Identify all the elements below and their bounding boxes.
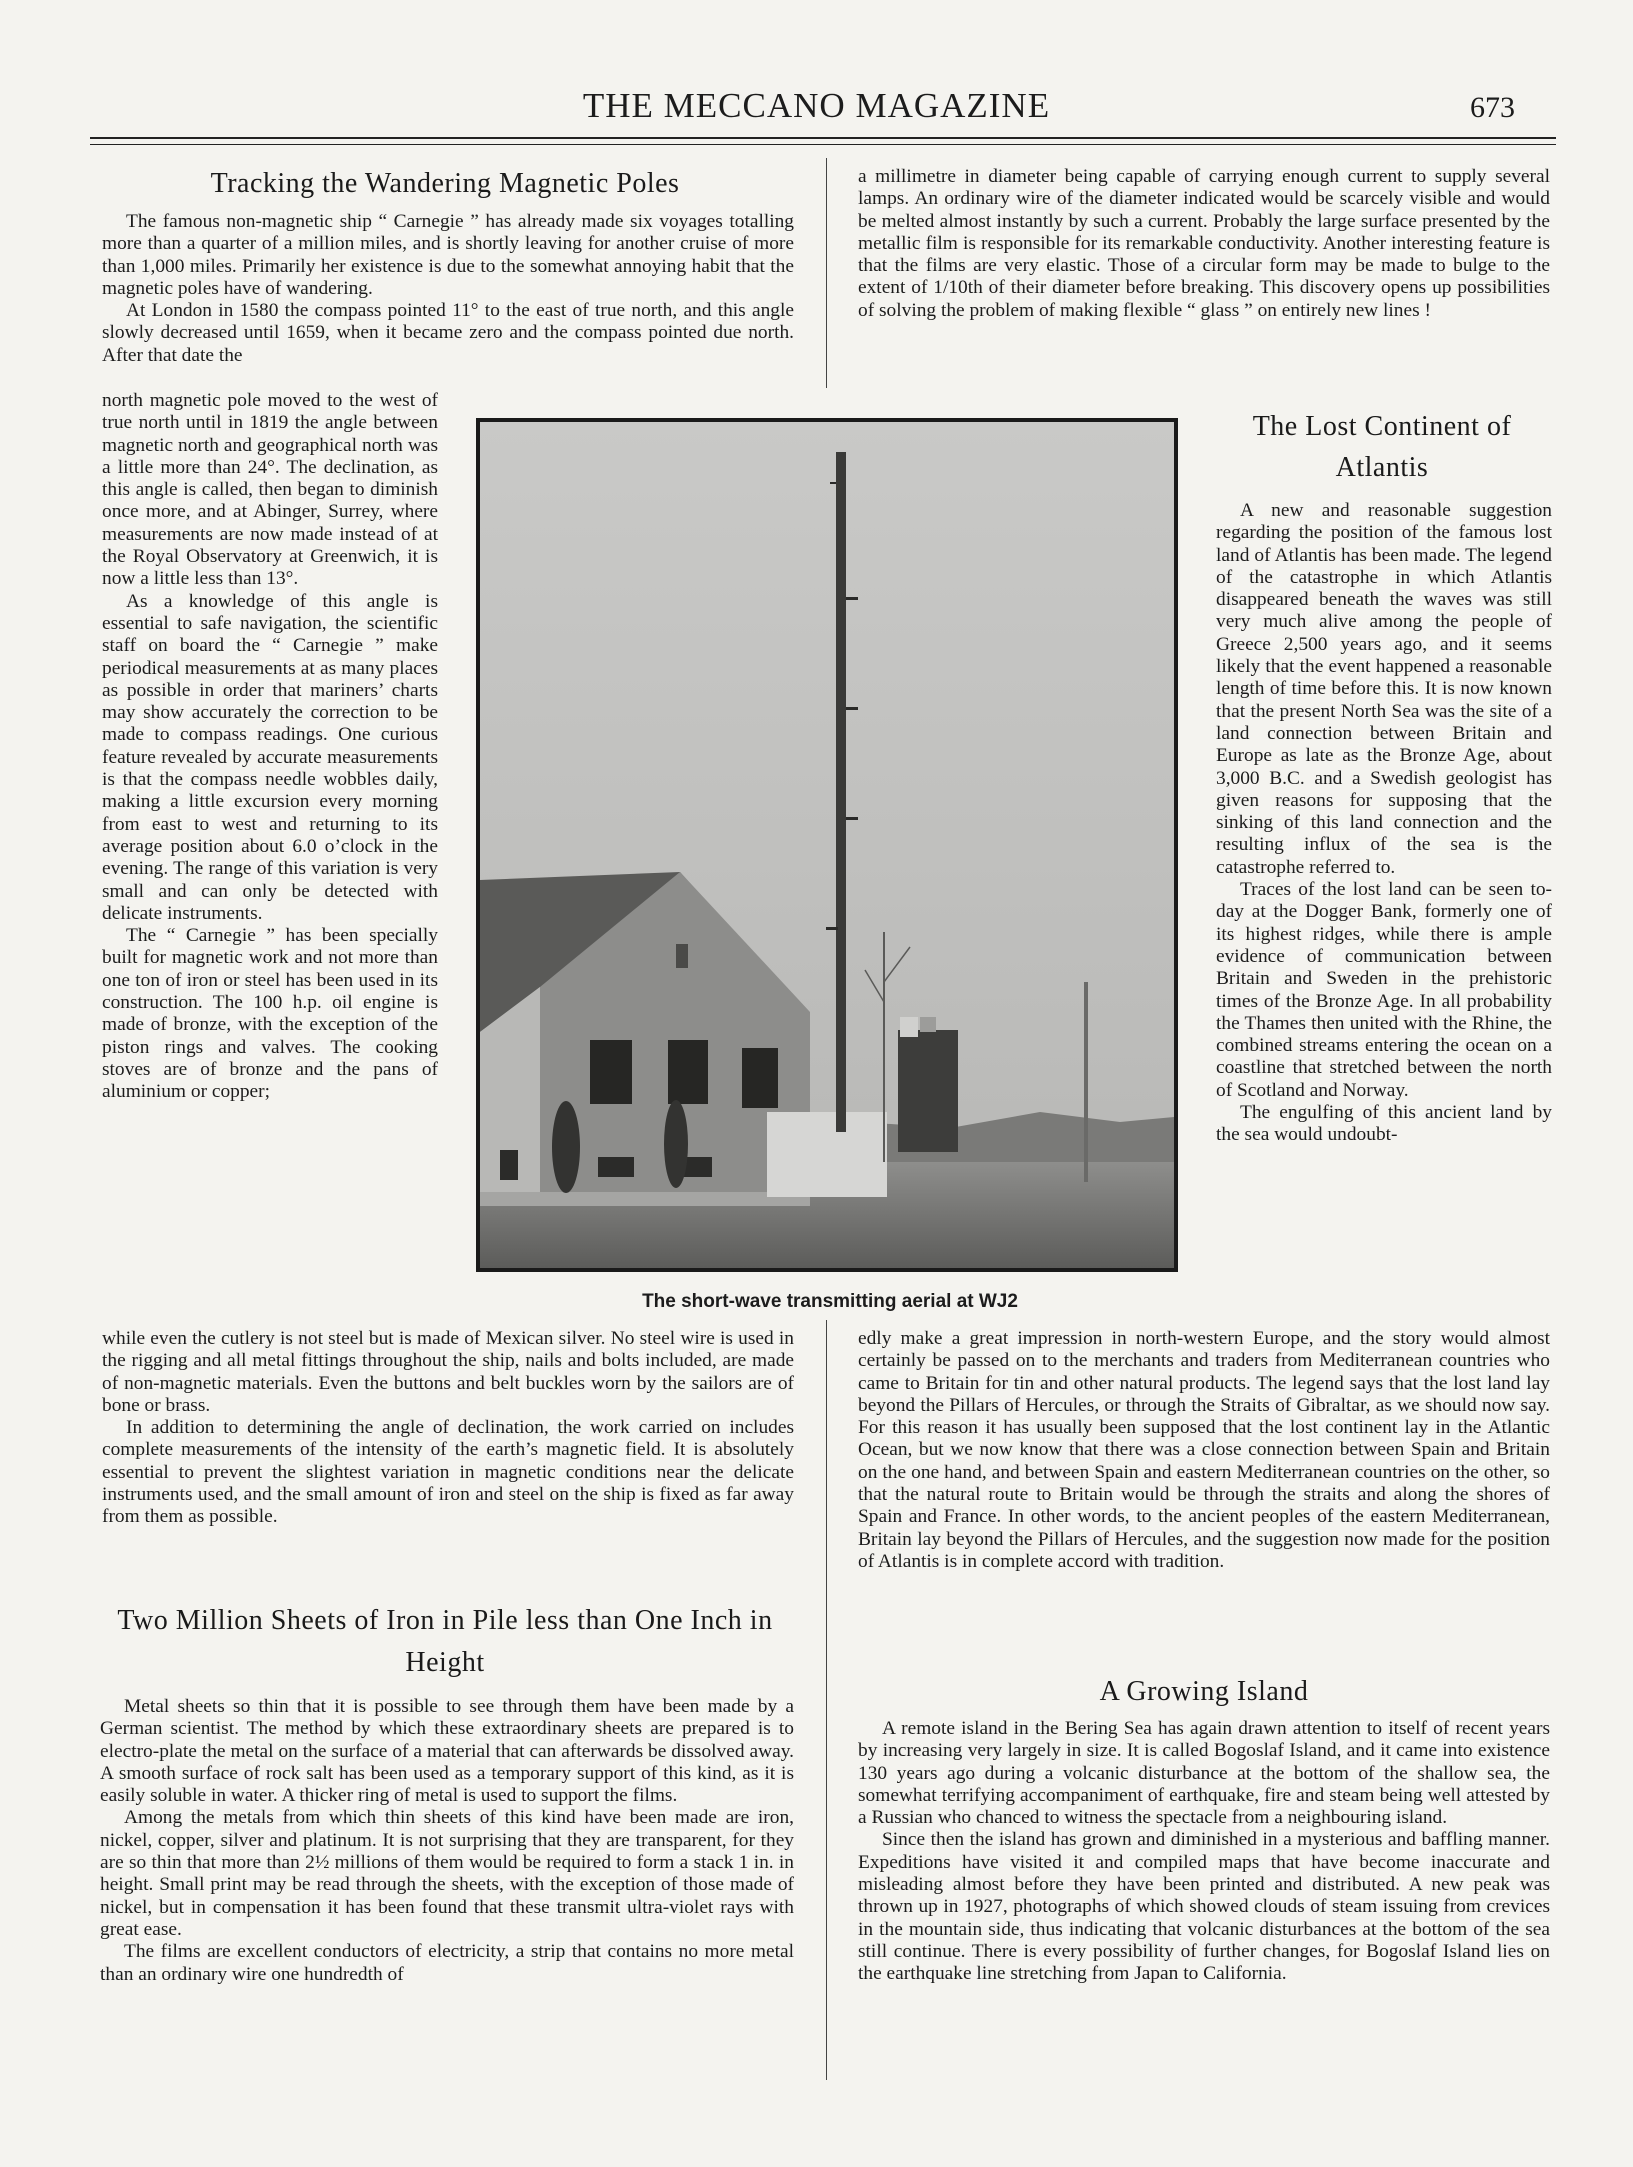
paragraph: In addition to determining the angle of declination, the work carried on includes complete measurements of the intensity of the earth’s magnetic field. It is absolutely essential to prevent the slightest variation in magnetic conditions near the delicate instruments used, and the small amount of iron and steel on the ship is fixed as far away from them as possible.: [102, 1417, 794, 1528]
iron-sheets-heading: Two Million Sheets of Iron in Pile less than One Inch in Height: [117, 1605, 773, 1678]
paragraph: Traces of the lost land can be seen to-day at the Dogger Bank, formerly one of its highest ridges, while there is ample evidence of communication between Britain and Sweden in the prehistoric times of the Bronze Age. In all probability the Thames then united with the Rhine, the combined streams entering the ocean on a coastline that stretched between the north of Scotland and Norway.: [1216, 879, 1552, 1101]
window: [742, 1048, 778, 1108]
page-number: 673: [1470, 91, 1515, 124]
basement-window: [500, 1150, 518, 1180]
paragraph: The engulfing of this ancient land by the sea would undoubt-: [1216, 1102, 1552, 1146]
fence: [767, 1112, 887, 1197]
mast-crossbar: [846, 707, 858, 710]
paragraph: The films are excellent conductors of electricity, a strip that contains no more metal than an ordinary wire one hundredth of: [100, 1941, 794, 1985]
magnetic-poles-continued: [102, 1328, 794, 1529]
paragraph: north magnetic pole moved to the west of true north until in 1819 the angle between magnetic north and geographical north was a little more than 24°. The declination, as this angle is called, then began to diminish once more, and at Abinger, Surrey, where measurements are now made instead of at the Royal Observatory at Greenwich, it is now a little less than 13°.: [102, 390, 438, 590]
atlantis-narrow-column: [1216, 500, 1552, 1147]
paragraph: while even the cutlery is not steel but is made of Mexican silver. No steel wire is used in the rigging and all metal fittings throughout the ship, nails and bolts included, are made of non-magnetic materials. Even the buttons and belt buckles worn by the sailors are of bone or brass.: [102, 1328, 794, 1416]
figure-caption: The short-wave transmitting aerial at WJ2: [642, 1291, 1018, 1312]
atlantis-heading: The Lost Continent of Atlantis: [1252, 411, 1512, 483]
photo-illustration: [480, 422, 1174, 1268]
mast-crossbar: [830, 482, 836, 484]
window: [668, 1040, 708, 1104]
paragraph: Metal sheets so thin that it is possible to see through them have been made by a German scientist. The method by which these extraordinary sheets are prepared is to electro-plate the metal on the surface of a material that can afterwards be dissolved away. A smooth surface of rock salt has been used as a temporary support of this kind, as it is easily soluble in water. A thicker ring of metal is used to support the films.: [100, 1696, 794, 1807]
shrub: [552, 1101, 580, 1193]
mast-crossbar: [846, 597, 858, 600]
paragraph: a millimetre in diameter being capable of carrying enough current to supply several lamps. An ordinary wire of the diameter indicated would be scarcely visible and would be melted almost instantly by such a current. Probably the large surface presented by the metallic film is responsible for its remarkable conductivity. Another interesting feature is that the films are very elastic. Those of a circular form may be made to bulge to the extent of 1/10th of their diameter before breaking. This discovery opens up possibilities of solving the problem of making flexible “ glass ” on entirely new lines !: [858, 166, 1550, 321]
roof-vent: [676, 944, 688, 968]
paragraph: edly make a great impression in north-western Europe, and the story would almost certainly be passed on to the merchants and traders from Mediterranean countries who came to Britain for tin and other natural products. The legend says that the lost land lay beyond the Pillars of Hercules, or through the Straits of Gibraltar, as we should now say. For this reason it has usually been supposed that the lost continent lay in the Atlantic Ocean, but we now know that there was a close connection between Spain and Britain on the one hand, and between Spain and eastern Mediterranean countries on the other, so that the natural route to Britain would be through the straits and along the shores of Spain and France. In other words, to the ancient peoples of the eastern Mediterranean, Britain lay beyond the Pillars of Hercules, and the suggestion now made for the position of Atlantis is in complete accord with tradition.: [858, 1328, 1550, 1572]
utility-pole: [1084, 982, 1088, 1182]
paragraph: Since then the island has grown and diminished in a mysterious and baffling manner. Expeditions have visited it and compiled maps that have become inaccurate and misleading almost before they have been printed and distributed. A new peak was thrown up in 1927, photographs of which showed clouds of steam issuing from crevices in the mountain side, thus indicating that volcanic disturbances at the bottom of the sea still continue. There is every possibility of further changes, for Bogoslaf Island lies on the earthquake line stretching from Japan to California.: [858, 1829, 1550, 1985]
magnetic-poles-heading: Tracking the Wandering Magnetic Poles: [210, 168, 680, 199]
mast-crossbar: [826, 927, 838, 930]
paragraph: Among the metals from which thin sheets of this kind have been made are iron, nickel, copper, silver and platinum. It is not surprising that they are transparent, for they are so thin that more than 2½ millions of them would be required to form a stack 1 in. in height. Small print may be read through the sheets, with the exception of those made of nickel, but in compensation it has been found that these transmit ultra-violet rays with great ease.: [100, 1807, 794, 1940]
basement-window: [598, 1157, 634, 1177]
transmitter-hut: [898, 1030, 958, 1152]
house-foundation: [480, 1192, 810, 1206]
paragraph: The famous non-magnetic ship “ Carnegie ” has already made six voyages totalling more than a quarter of a million miles, and is shortly leaving for another cruise of more than 1,000 miles. Primarily her existence is due to the somewhat annoying habit that the magnetic poles have of wandering.: [102, 211, 794, 299]
magnetic-poles-intro: [102, 211, 794, 367]
growing-island-body: [858, 1718, 1550, 1986]
aerial-mast: [836, 452, 846, 1132]
column-divider-top: [826, 158, 827, 388]
magnetic-poles-narrow-column: [102, 390, 438, 1104]
growing-island-heading: A Growing Island: [1099, 1676, 1309, 1707]
hut-top: [920, 1017, 936, 1032]
column-divider-bottom: [826, 1320, 827, 2080]
atlantis-continued: [858, 1328, 1550, 1573]
paragraph: The “ Carnegie ” has been specially built for magnetic work and not more than one ton of iron or steel has been used in its construction. The 100 h.p. oil engine is made of bronze, with the exception of the piston rings and valves. The cooking stoves are of bronze and the pans of aluminium or copper;: [102, 925, 438, 1103]
iron-sheets-continued: [858, 166, 1550, 322]
iron-sheets-body: [100, 1696, 794, 1986]
paragraph: As a knowledge of this angle is essential to safe navigation, the scientific staff on board the “ Carnegie ” make periodical measurements at as many places as possible in order that mariners’ charts may show accurately the correction to be made to compass readings. One curious feature revealed by accurate measurements is that the compass needle wobbles daily, making a little excursion every morning from east to west and returning to its average position about 6.0 o’clock in the evening. The range of this variation is very small and can only be detected with delicate instruments.: [102, 590, 438, 924]
window: [590, 1040, 632, 1104]
header-rule: [90, 137, 1556, 139]
paragraph: A new and reasonable suggestion regarding the position of the famous lost land of Atlantis has been made. The legend of the catastrophe in which Atlantis disappeared beneath the waves was still very much alive among the people of Greece 2,500 years ago, and it seems likely that the event happened a reasonable length of time before this. It is now known that the present North Sea was the site of a land connection between Britain and Europe as late as the Bronze Age, about 3,000 B.C. and a Swedish geologist has given reasons for supposing that the sinking of this land connection and the resulting influx of the sea is the catastrophe referred to.: [1216, 500, 1552, 878]
paragraph: A remote island in the Bering Sea has again drawn attention to itself of recent years by increasing very largely in size. It is called Bogoslaf Island, and it came into existence 130 years ago during a volcanic disturbance at the bottom of the shallow sea, the somewhat terrifying accompaniment of earthquake, fire and steam being well attested by a Russian who chanced to witness the spectacle from a neighbouring island.: [858, 1718, 1550, 1829]
hut-top: [900, 1017, 918, 1037]
aerial-photograph: [476, 418, 1178, 1272]
paragraph: At London in 1580 the compass pointed 11° to the east of true north, and this angle slowly decreased until 1659, when it became zero and the compass pointed due north. After that date the: [102, 300, 794, 366]
header-rule-thin: [90, 144, 1556, 145]
shrub: [664, 1100, 688, 1188]
mast-crossbar: [846, 817, 858, 820]
magazine-title: THE MECCANO MAGAZINE: [582, 86, 1051, 125]
